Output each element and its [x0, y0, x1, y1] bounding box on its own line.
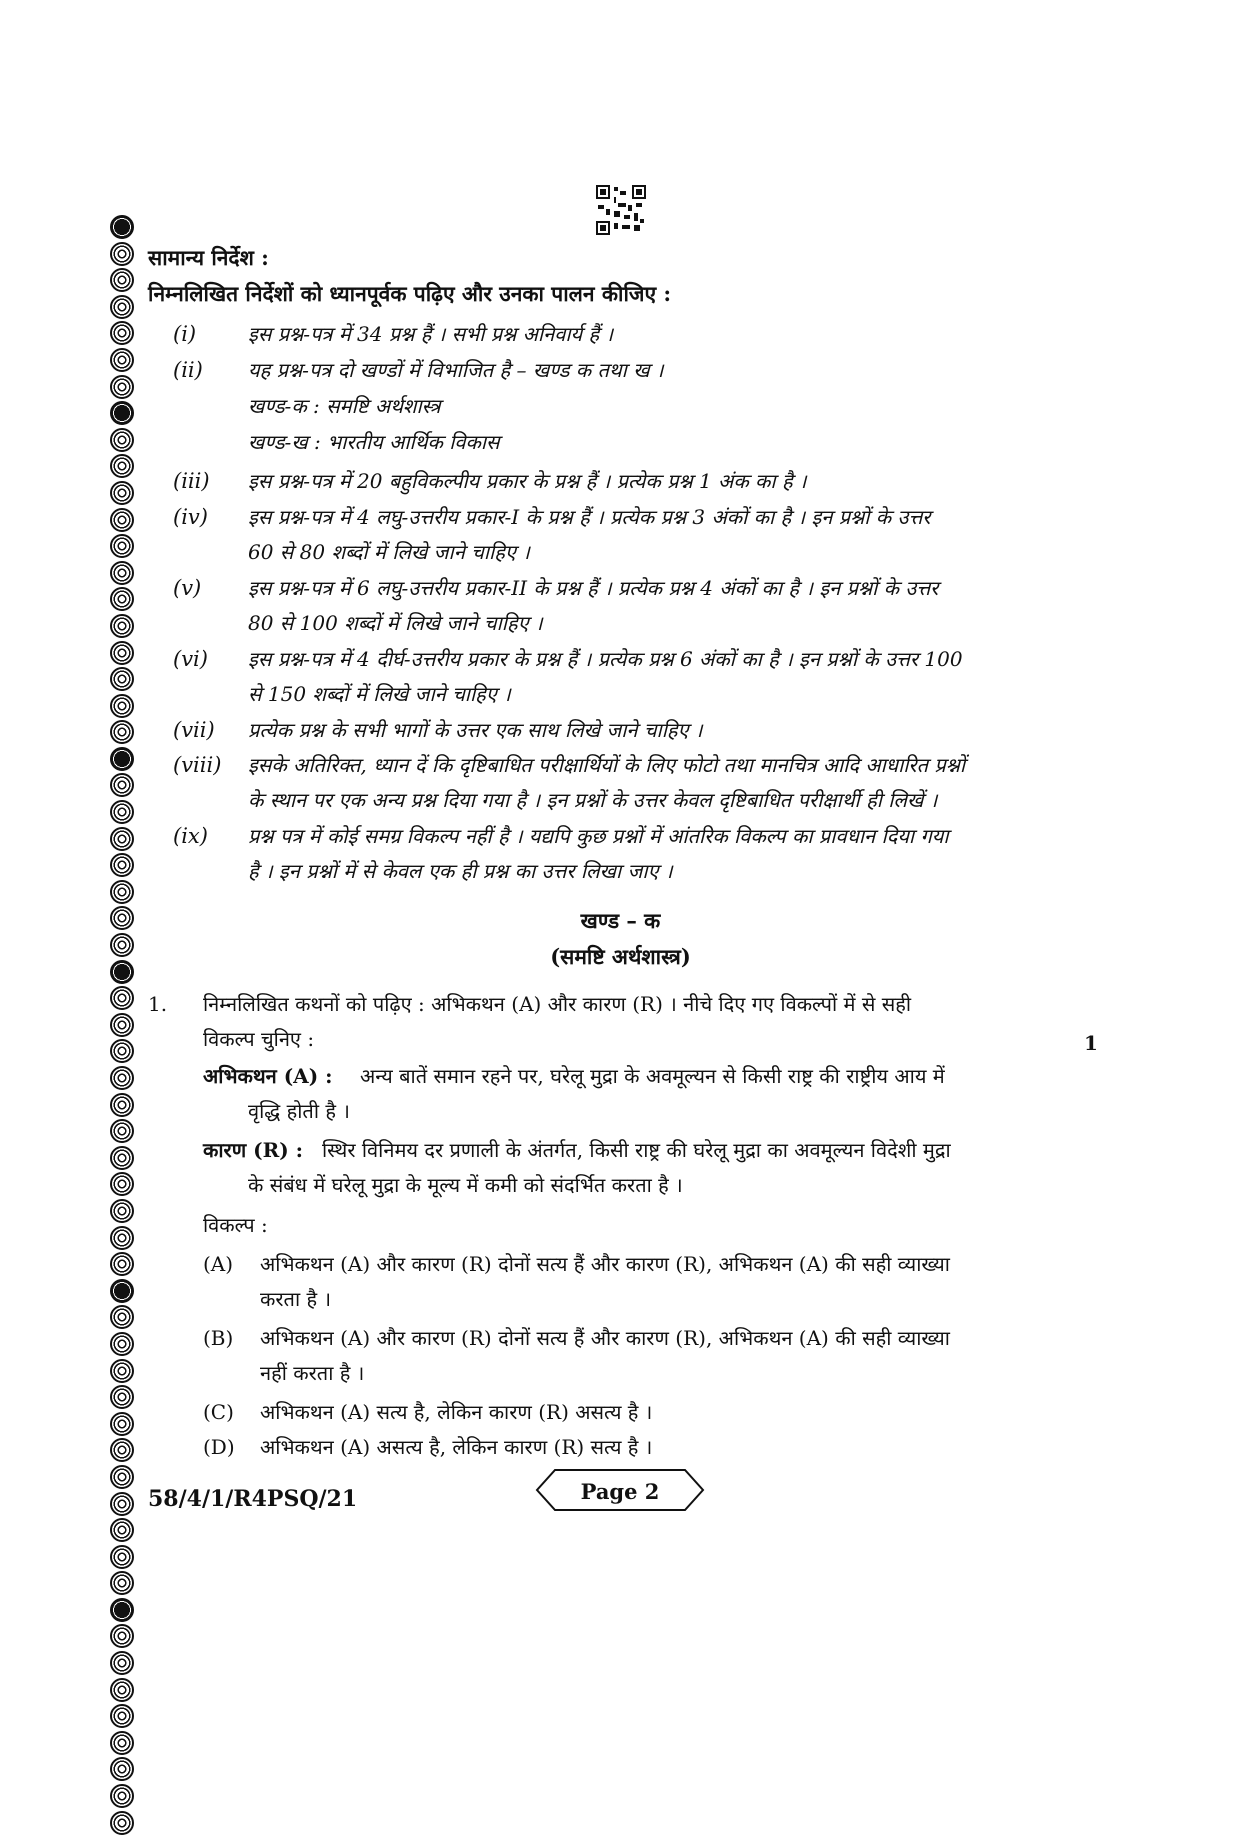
instruction-number: (vii): [173, 718, 215, 742]
margin-dot: [110, 508, 134, 532]
margin-dot: [110, 1146, 134, 1170]
instruction-text: खण्ड-ख : भारतीय आर्थिक विकास: [248, 430, 500, 454]
margin-dot: [110, 1784, 134, 1808]
option-key: (D): [203, 1435, 235, 1459]
margin-dot: [110, 1438, 134, 1462]
margin-dot: [110, 215, 134, 239]
assertion-label: अभिकथन (A) :: [203, 1064, 333, 1088]
margin-dot: [110, 1305, 134, 1329]
reason-label: कारण (R) :: [203, 1138, 304, 1162]
instructions-heading: सामान्य निर्देश :: [148, 245, 269, 270]
margin-dot: [110, 614, 134, 638]
option-key: (A): [203, 1252, 234, 1276]
margin-dot: [110, 1465, 134, 1489]
assertion-text: वृद्धि होती है ।: [248, 1099, 350, 1123]
option-text: अभिकथन (A) असत्य है, लेकिन कारण (R) सत्य है ।: [260, 1435, 653, 1459]
margin-dot: [110, 720, 134, 744]
margin-dot: [110, 1811, 134, 1835]
margin-dot: [110, 1093, 134, 1117]
margin-dot: [110, 800, 134, 824]
margin-dot: [110, 1571, 134, 1595]
instruction-text: इस प्रश्न-पत्र में 34 प्रश्न हैं । सभी प्रश्न अनिवार्य हैं ।: [248, 322, 614, 346]
instructions-subheading: निम्नलिखित निर्देशों को ध्यानपूर्वक पढ़िए और उनका पालन कीजिए :: [148, 281, 672, 306]
option-text: अभिकथन (A) और कारण (R) दोनों सत्य हैं और कारण (R), अभिकथन (A) की सही व्याख्या: [260, 1252, 950, 1276]
instruction-number: (vi): [173, 647, 208, 671]
option-text: अभिकथन (A) सत्य है, लेकिन कारण (R) असत्य है ।: [260, 1400, 653, 1424]
margin-dot: [110, 1545, 134, 1569]
margin-dot: [110, 827, 134, 851]
question-stem: निम्नलिखित कथनों को पढ़िए : अभिकथन (A) और कारण (R) । नीचे दिए गए विकल्पों में से सही: [203, 992, 912, 1016]
question-number: 1.: [148, 992, 168, 1016]
page-badge: [535, 1468, 705, 1512]
margin-dot: [110, 1226, 134, 1250]
instruction-number: (v): [173, 576, 202, 600]
margin-dot: [110, 401, 134, 425]
margin-dot: [110, 1412, 134, 1436]
option-text: करता है ।: [260, 1287, 332, 1311]
instruction-text: के स्थान पर एक अन्य प्रश्न दिया गया है । इन प्रश्नों के उत्तर केवल दृष्टिबाधित परीक्षार्थी ही लिखें ।: [248, 788, 938, 812]
instruction-text: प्रश्न पत्र में कोई समग्र विकल्प नहीं है । यद्यपि कुछ प्रश्नों में आंतरिक विकल्प का प्रावधान दिया गया: [248, 824, 949, 848]
instruction-number: (iii): [173, 469, 210, 493]
margin-dot: [110, 1039, 134, 1063]
instruction-text: इस प्रश्न-पत्र में 20 बहुविकल्पीय प्रकार के प्रश्न हैं । प्रत्येक प्रश्न 1 अंक का है ।: [248, 469, 807, 493]
margin-dot: [110, 1066, 134, 1090]
section-title: खण्ड – क: [580, 908, 661, 933]
reason-text: के संबंध में घरेलू मुद्रा के मूल्य में कमी को संदर्भित करता है ।: [248, 1173, 683, 1197]
margin-dot: [110, 1757, 134, 1781]
margin-dot: [110, 1119, 134, 1143]
options-label: विकल्प :: [203, 1213, 268, 1237]
margin-dot: [110, 853, 134, 877]
margin-dot: [110, 1199, 134, 1223]
margin-dot: [110, 1172, 134, 1196]
option-key: (C): [203, 1400, 234, 1424]
instruction-number: (ii): [173, 358, 203, 382]
margin-dot: [110, 986, 134, 1010]
instruction-text: से 150 शब्दों में लिखे जाने चाहिए ।: [248, 682, 511, 706]
instruction-text: इसके अतिरिक्त, ध्यान दें कि दृष्टिबाधित परीक्षार्थियों के लिए फोटो तथा मानचित्र आदि आधारित प्रश्नों: [248, 753, 966, 777]
margin-dot: [110, 1492, 134, 1516]
instruction-number: (iv): [173, 505, 208, 529]
margin-dot: [110, 428, 134, 452]
page-number: Page 2: [580, 1479, 660, 1504]
margin-dot: [110, 1731, 134, 1755]
margin-dot: [110, 534, 134, 558]
instruction-text: खण्ड-क : समष्टि अर्थशास्त्र: [248, 394, 441, 418]
margin-dot: [110, 375, 134, 399]
margin-dot: [110, 268, 134, 292]
margin-dot: [110, 747, 134, 771]
margin-dot: [110, 348, 134, 372]
margin-dot: [110, 1332, 134, 1356]
paper-code: 58/4/1/R4PSQ/21: [148, 1486, 358, 1512]
option-key: (B): [203, 1326, 234, 1350]
instruction-text: 80 से 100 शब्दों में लिखे जाने चाहिए ।: [248, 611, 543, 635]
margin-dot: [110, 1624, 134, 1648]
instruction-number: (viii): [173, 753, 222, 777]
qr-code: [596, 185, 646, 235]
margin-dot: [110, 1013, 134, 1037]
margin-dot: [110, 1279, 134, 1303]
margin-dot-column: [110, 215, 138, 1837]
instruction-text: प्रत्येक प्रश्न के सभी भागों के उत्तर एक साथ लिखे जाने चाहिए ।: [248, 718, 703, 742]
instruction-number: (ix): [173, 824, 208, 848]
instruction-text: इस प्रश्न-पत्र में 6 लघु-उत्तरीय प्रकार-II के प्रश्न हैं । प्रत्येक प्रश्न 4 अंकों का है । इन प्रश्नों के उत्तर: [248, 576, 939, 600]
margin-dot: [110, 1678, 134, 1702]
option-text: अभिकथन (A) और कारण (R) दोनों सत्य हैं और कारण (R), अभिकथन (A) की सही व्याख्या: [260, 1326, 950, 1350]
reason-text: स्थिर विनिमय दर प्रणाली के अंतर्गत, किसी राष्ट्र की घरेलू मुद्रा का अवमूल्यन विदेशी मुद्रा: [322, 1138, 951, 1162]
margin-dot: [110, 587, 134, 611]
margin-dot: [110, 1651, 134, 1675]
instruction-text: यह प्रश्न-पत्र दो खण्डों में विभाजित है – खण्ड क तथा ख ।: [248, 358, 664, 382]
margin-dot: [110, 667, 134, 691]
margin-dot: [110, 1359, 134, 1383]
instruction-text: इस प्रश्न-पत्र में 4 दीर्घ-उत्तरीय प्रकार के प्रश्न हैं । प्रत्येक प्रश्न 6 अंकों का है । इन प्रश्नों के उत्तर 100: [248, 647, 963, 671]
margin-dot: [110, 295, 134, 319]
margin-dot: [110, 773, 134, 797]
section-subtitle: (समष्टि अर्थशास्त्र): [550, 944, 691, 969]
margin-dot: [110, 242, 134, 266]
instruction-text: है । इन प्रश्नों में से केवल एक ही प्रश्न का उत्तर लिखा जाए ।: [248, 859, 673, 883]
margin-dot: [110, 454, 134, 478]
margin-dot: [110, 1385, 134, 1409]
margin-dot: [110, 694, 134, 718]
margin-dot: [110, 1598, 134, 1622]
margin-dot: [110, 481, 134, 505]
assertion-text: अन्य बातें समान रहने पर, घरेलू मुद्रा के अवमूल्यन से किसी राष्ट्र की राष्ट्रीय आय में: [360, 1064, 945, 1088]
question-marks: 1: [1084, 1031, 1098, 1055]
margin-dot: [110, 641, 134, 665]
instruction-text: इस प्रश्न-पत्र में 4 लघु-उत्तरीय प्रकार-I के प्रश्न हैं । प्रत्येक प्रश्न 3 अंकों का है । इन प्रश्नों के उत्तर: [248, 505, 931, 529]
margin-dot: [110, 1518, 134, 1542]
option-text: नहीं करता है ।: [260, 1361, 365, 1385]
margin-dot: [110, 880, 134, 904]
instruction-number: (i): [173, 322, 197, 346]
margin-dot: [110, 1704, 134, 1728]
margin-dot: [110, 1252, 134, 1276]
question-stem: विकल्प चुनिए :: [203, 1027, 315, 1051]
margin-dot: [110, 561, 134, 585]
instruction-text: 60 से 80 शब्दों में लिखे जाने चाहिए ।: [248, 540, 530, 564]
margin-dot: [110, 321, 134, 345]
